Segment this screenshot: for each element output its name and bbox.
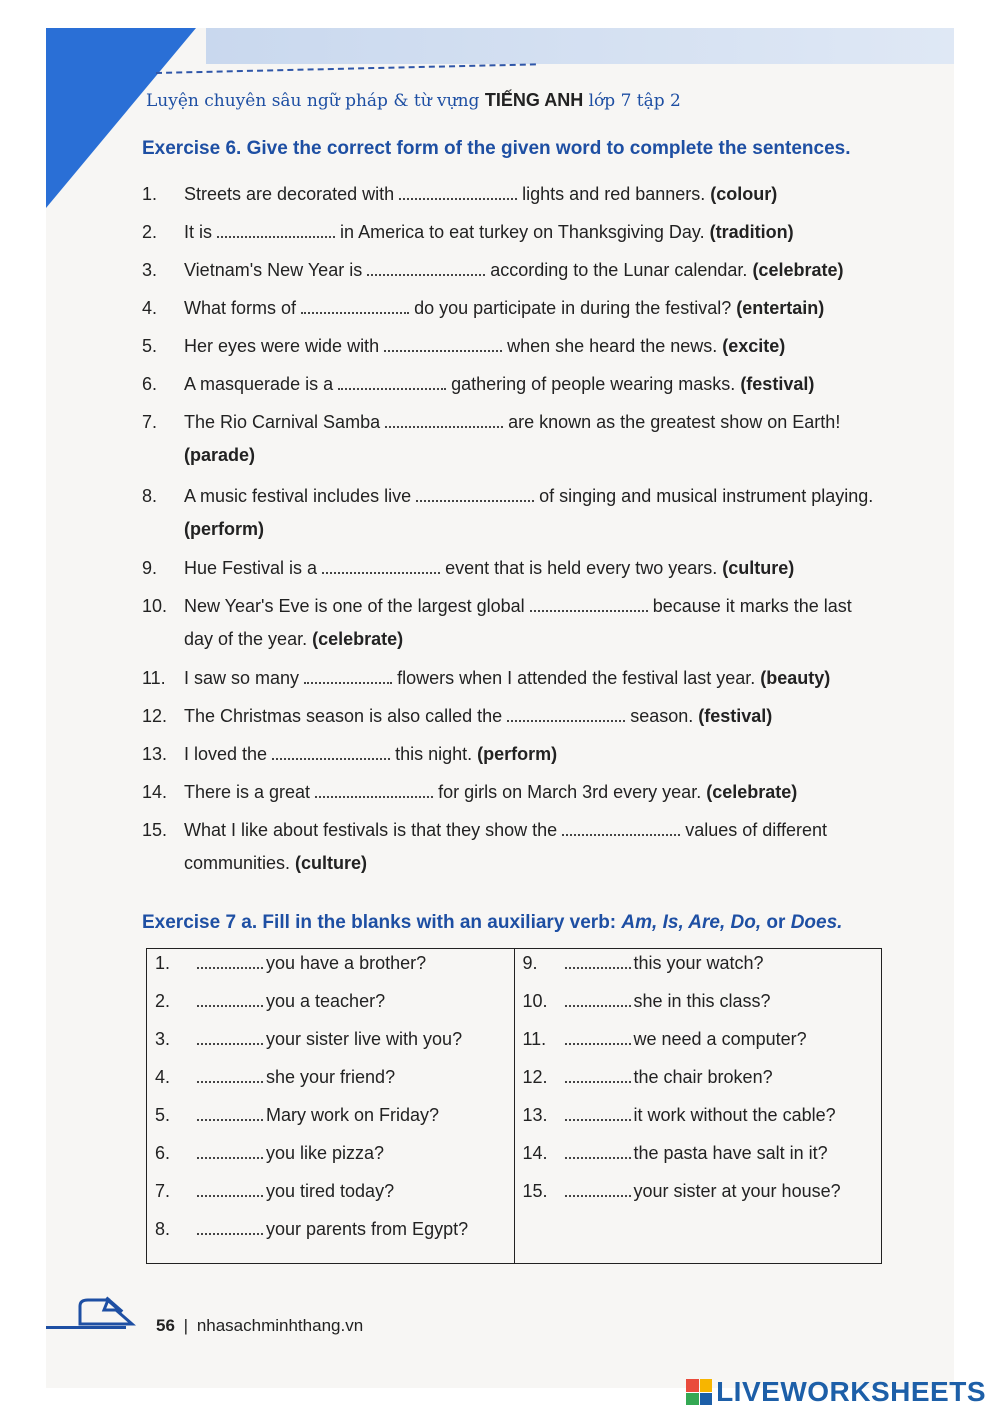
item-number: 10. (142, 596, 168, 616)
exercise6-item (142, 480, 882, 546)
exercise6-title: Exercise 6. Give the correct form of the given word to complete the sentences. (142, 138, 851, 159)
item-before: New Year's Eve is one of the largest global (184, 596, 525, 616)
item-number: 14. (142, 782, 168, 802)
item-number: 8. (155, 1219, 171, 1239)
exercise6-item (142, 330, 882, 363)
answer-blank[interactable] (399, 184, 517, 200)
answer-blank[interactable] (197, 1183, 263, 1197)
item-text: Mary work on Friday? (266, 1105, 440, 1125)
answer-blank[interactable] (197, 1107, 263, 1121)
item-after: of singing and musical instrument playing. (539, 486, 874, 506)
word-hint: (festival) (698, 706, 773, 726)
answer-blank[interactable] (197, 955, 263, 969)
item-before: There is a great (184, 782, 311, 802)
item-text (184, 216, 882, 249)
item-before: What I like about festivals is that they show the (184, 820, 558, 840)
answer-blank[interactable] (562, 820, 680, 836)
item-text: you tired today? (266, 1181, 395, 1201)
answer-blank[interactable] (416, 486, 534, 502)
top-band (206, 28, 954, 64)
answer-blank[interactable] (384, 336, 502, 352)
exercise7-item (523, 1181, 874, 1219)
item-number: 6. (142, 374, 158, 394)
word-hint: (entertain) (736, 298, 825, 318)
answer-blank[interactable] (565, 993, 631, 1007)
answer-blank[interactable] (565, 1069, 631, 1083)
answer-blank[interactable] (301, 298, 409, 314)
answer-blank[interactable] (507, 706, 625, 722)
item-after: gathering of people wearing masks. (451, 374, 736, 394)
item-text (184, 368, 882, 401)
footer (156, 1316, 363, 1336)
exercise6-item (142, 216, 882, 249)
item-before: Streets are decorated with (184, 184, 395, 204)
item-number: 5. (155, 1105, 171, 1125)
item-number: 1. (155, 953, 171, 973)
item-text: it work without the cable? (633, 1105, 836, 1125)
word-hint: (tradition) (709, 222, 794, 242)
exercise7-left-column (147, 949, 515, 1264)
item-text: this your watch? (633, 953, 764, 973)
word-hint: (culture) (722, 558, 795, 578)
answer-blank[interactable] (197, 1031, 263, 1045)
answer-blank[interactable] (315, 782, 433, 798)
answer-blank[interactable] (565, 1107, 631, 1121)
page-number: 56 (156, 1316, 175, 1335)
liveworksheets-logo-icon (686, 1379, 712, 1405)
exercise7-item (523, 1143, 874, 1181)
answer-blank[interactable] (565, 955, 631, 969)
item-text: she in this class? (633, 991, 771, 1011)
item-number: 9. (522, 953, 538, 973)
word-hint: (culture) (295, 853, 368, 873)
exercise7-item (523, 1029, 874, 1067)
item-number: 10. (522, 991, 548, 1011)
word-hint: (colour) (710, 184, 778, 204)
exercise7-item (523, 1067, 874, 1105)
item-text: the pasta have salt in it? (633, 1143, 828, 1163)
exercise7-item (155, 1067, 506, 1105)
footer-site: nhasachminhthang.vn (196, 1316, 364, 1335)
answer-blank[interactable] (385, 412, 503, 428)
pencil-hand-icon (46, 1290, 146, 1340)
exercise7-item (155, 953, 506, 991)
answer-blank[interactable] (530, 596, 648, 612)
item-text (184, 814, 882, 880)
item-number: 6. (155, 1143, 171, 1163)
item-after: because it marks the last day of the year. (184, 596, 852, 649)
item-before: A masquerade is a (184, 374, 334, 394)
answer-blank[interactable] (304, 668, 392, 684)
item-after: season. (630, 706, 694, 726)
answer-blank[interactable] (272, 744, 390, 760)
exercise6-item (142, 368, 882, 401)
item-text (184, 662, 882, 695)
item-before: Vietnam's New Year is (184, 260, 363, 280)
answer-blank[interactable] (565, 1031, 631, 1045)
item-text: your parents from Egypt? (266, 1219, 469, 1239)
exercise7-title: Exercise 7 a. Fill in the blanks with an auxiliary verb: Am, Is, Are, Do, or Does. (142, 912, 843, 933)
item-before: A music festival includes live (184, 486, 412, 506)
item-number: 4. (142, 298, 158, 318)
word-hint: (excite) (722, 336, 786, 356)
item-number: 8. (142, 486, 158, 506)
exercise7-right-column (514, 949, 882, 1264)
item-text (184, 330, 882, 363)
exercise6-item (142, 814, 882, 880)
answer-blank[interactable] (565, 1145, 631, 1159)
exercise6-item (142, 178, 882, 211)
item-before: I saw so many (184, 668, 300, 688)
exercise6-item (142, 738, 882, 771)
answer-blank[interactable] (565, 1183, 631, 1197)
answer-blank[interactable] (367, 260, 485, 276)
footer-separator: | (183, 1316, 189, 1335)
item-before: Her eyes were wide with (184, 336, 380, 356)
exercise6-item (142, 776, 882, 809)
item-number: 9. (142, 558, 158, 578)
item-text (184, 590, 882, 656)
answer-blank[interactable] (197, 1069, 263, 1083)
item-number: 3. (142, 260, 158, 280)
exercise6-item (142, 254, 882, 287)
item-after: are known as the greatest show on Earth! (508, 412, 841, 432)
item-after: event that is held every two years. (445, 558, 718, 578)
item-text: your sister at your house? (633, 1181, 841, 1201)
item-before: What forms of (184, 298, 297, 318)
item-text (184, 406, 882, 472)
item-text (184, 776, 882, 809)
word-hint: (festival) (740, 374, 815, 394)
word-hint: (celebrate) (312, 629, 404, 649)
item-number: 14. (522, 1143, 548, 1163)
item-text (184, 700, 882, 733)
item-text: we need a computer? (633, 1029, 807, 1049)
word-hint: (perform) (477, 744, 558, 764)
exercise7-table (146, 948, 882, 1264)
item-number: 15. (142, 820, 168, 840)
item-after: when she heard the news. (507, 336, 718, 356)
item-number: 12. (142, 706, 168, 726)
item-number: 13. (142, 744, 168, 764)
item-after: flowers when I attended the festival last year. (397, 668, 756, 688)
item-number: 4. (155, 1067, 171, 1087)
item-after: lights and red banners. (522, 184, 706, 204)
answer-blank[interactable] (197, 1221, 263, 1235)
item-number: 7. (142, 412, 158, 432)
exercise7-item (155, 991, 506, 1029)
item-before: Hue Festival is a (184, 558, 318, 578)
exercise7-item (523, 1105, 874, 1143)
item-number: 15. (522, 1181, 548, 1201)
item-text (184, 254, 882, 287)
word-hint: (parade) (184, 445, 256, 465)
item-before: I loved the (184, 744, 268, 764)
item-text (184, 292, 882, 325)
item-number: 7. (155, 1181, 171, 1201)
item-after: for girls on March 3rd every year. (438, 782, 702, 802)
exercise6-item (142, 292, 882, 325)
item-text: you a teacher? (266, 991, 386, 1011)
item-text: you like pizza? (266, 1143, 385, 1163)
item-text (184, 738, 882, 771)
item-text (184, 552, 882, 585)
item-number: 1. (142, 184, 158, 204)
item-number: 5. (142, 336, 158, 356)
item-number: 2. (155, 991, 171, 1011)
exercise7-item (155, 1029, 506, 1067)
exercise7-item (155, 1143, 506, 1181)
item-text: your sister live with you? (266, 1029, 463, 1049)
exercise7-item (523, 953, 874, 991)
word-hint: (perform) (184, 519, 264, 539)
exercise7-item (155, 1219, 506, 1257)
answer-blank[interactable] (197, 1145, 263, 1159)
item-text (184, 178, 882, 211)
answer-blank[interactable] (338, 374, 446, 390)
answer-blank[interactable] (197, 993, 263, 1007)
item-after: do you participate in during the festival? (414, 298, 732, 318)
item-before: It is (184, 222, 213, 242)
word-hint: (beauty) (760, 668, 831, 688)
header-divider (156, 63, 536, 74)
item-before: The Rio Carnival Samba (184, 412, 381, 432)
liveworksheets-watermark: LIVEWORKSHEETS (686, 1376, 986, 1408)
exercise7-item (155, 1105, 506, 1143)
item-number: 13. (522, 1105, 548, 1125)
item-text: the chair broken? (633, 1067, 773, 1087)
item-after: values of different communities. (184, 820, 827, 873)
item-number: 2. (142, 222, 158, 242)
answer-blank[interactable] (322, 558, 440, 574)
exercise6-item (142, 590, 882, 656)
item-text (184, 480, 882, 546)
item-number: 11. (522, 1029, 547, 1049)
item-after: according to the Lunar calendar. (490, 260, 748, 280)
exercise7-item (155, 1181, 506, 1219)
word-hint: (celebrate) (752, 260, 844, 280)
item-before: The Christmas season is also called the (184, 706, 503, 726)
exercise6-item (142, 552, 882, 585)
exercise7-item (523, 991, 874, 1029)
item-after: this night. (395, 744, 473, 764)
word-hint: (celebrate) (706, 782, 798, 802)
item-number: 11. (142, 668, 166, 688)
item-after: in America to eat turkey on Thanksgiving Day. (340, 222, 705, 242)
answer-blank[interactable] (217, 222, 335, 238)
book-title: Luyện chuyên sâu ngữ pháp & từ vựng TIẾNG ANH lớp 7 tập 2 (146, 90, 681, 111)
item-number: 12. (522, 1067, 548, 1087)
item-number: 3. (155, 1029, 171, 1049)
worksheet-page (46, 28, 954, 1388)
item-text: you have a brother? (266, 953, 427, 973)
exercise6-item (142, 406, 882, 472)
exercise6-item (142, 700, 882, 733)
item-text: she your friend? (266, 1067, 396, 1087)
exercise6-item (142, 662, 882, 695)
